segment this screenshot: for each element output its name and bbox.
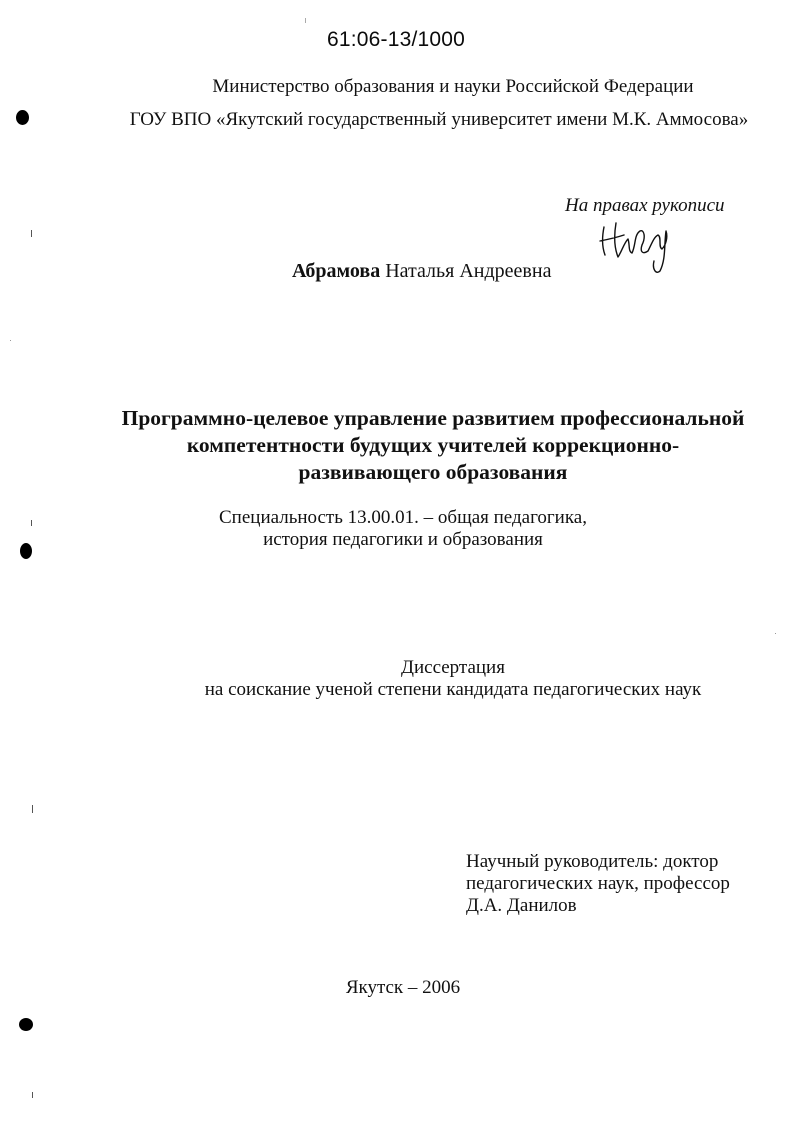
punch-hole-bottom [19,1018,33,1031]
scan-mark [31,230,32,237]
specialty [0,507,794,551]
university-name: ГОУ ВПО «Якутский государственный университет имени М.К. Аммосова» [129,109,749,130]
manuscript-note: На правах рукописи [565,195,725,216]
signature-icon [596,215,676,275]
scan-speck [775,633,776,634]
title-line: компетентности будущих учителей коррекционно- [186,433,680,457]
author-surname: Абрамова [292,260,381,282]
ministry-name: Министерство образования и науки Российской Федерации [212,76,694,97]
degree-line: на соискание ученой степени кандидата педагогических наук [204,679,702,700]
scan-mark [305,18,306,23]
degree-statement [0,657,794,701]
specialty-line: Специальность 13.00.01. – общая педагогика, [219,507,587,528]
scan-mark [32,1092,33,1098]
scientific-supervisor [466,851,730,917]
scan-speck [10,340,11,341]
author-given-names: Наталья Андреевна [385,260,552,282]
city-year: Якутск – 2006 [345,977,461,998]
specialty-line: история педагогики и образования [263,529,543,550]
archive-code: 61:06-13/1000 [327,28,466,51]
supervisor-line: педагогических наук, профессор [466,873,730,894]
author-name [292,260,551,283]
dissertation-title [0,405,794,486]
title-line: развивающего образования [298,460,568,484]
supervisor-line: Д.А. Данилов [466,895,577,916]
scan-mark [32,805,33,813]
title-line: Программно-целевое управление развитием профессиональной [121,406,745,430]
degree-line: Диссертация [401,657,505,678]
supervisor-line: Научный руководитель: доктор [466,851,719,872]
